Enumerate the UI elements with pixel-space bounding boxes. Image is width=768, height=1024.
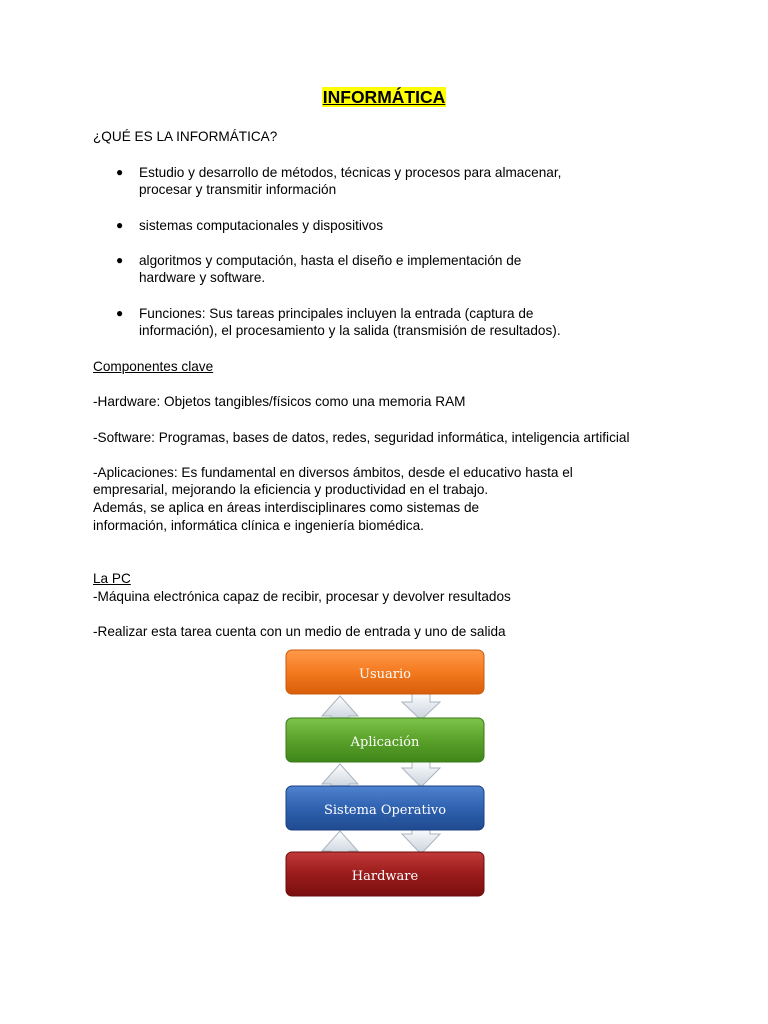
layer-sistema-operativo-label: Sistema Operativo bbox=[323, 803, 447, 818]
applications-line-2: empresarial, mejorando la eficiencia y productividad en el trabajo. bbox=[93, 482, 489, 497]
layer-hardware-label: Hardware bbox=[351, 869, 419, 884]
bullet-marker: ● bbox=[116, 165, 124, 179]
bullet-4-line-1: Funciones: Sus tareas principales incluyen la entrada (captura de bbox=[139, 306, 534, 321]
components-heading: Componentes clave bbox=[93, 359, 214, 374]
down-arrow-icon bbox=[402, 692, 440, 720]
bullet-marker: ● bbox=[116, 306, 124, 320]
down-arrow-icon bbox=[402, 827, 440, 854]
bullet-3-line-2: hardware y software. bbox=[139, 270, 266, 285]
hardware-line: -Hardware: Objetos tangibles/físicos como una memoria RAM bbox=[93, 394, 466, 409]
title-text: INFORMÁTICA bbox=[322, 87, 446, 107]
bullet-3-line-1: algoritmos y computación, hasta el diseño e implementación de bbox=[139, 253, 522, 268]
bullet-1-line-1: Estudio y desarrollo de métodos, técnicas y procesos para almacenar, bbox=[139, 165, 562, 180]
pc-line-2: -Realizar esta tarea cuenta con un medio de entrada y uno de salida bbox=[93, 624, 506, 639]
applications-line-3: Además, se aplica en áreas interdisciplinares como sistemas de bbox=[93, 500, 480, 515]
layer-usuario-label: Usuario bbox=[359, 667, 411, 682]
pc-line-1: -Máquina electrónica capaz de recibir, procesar y devolver resultados bbox=[93, 589, 511, 604]
up-arrow-icon bbox=[322, 696, 358, 720]
up-arrow-icon bbox=[322, 764, 358, 788]
bullet-marker: ● bbox=[116, 253, 124, 267]
pc-heading: La PC bbox=[93, 571, 131, 586]
down-arrow-icon bbox=[402, 760, 440, 787]
bullet-2-line-1: sistemas computacionales y dispositivos bbox=[139, 218, 384, 233]
question-heading: ¿QUÉ ES LA INFORMÁTICA? bbox=[93, 129, 278, 144]
page-title bbox=[0, 86, 768, 108]
bullet-4-line-2: información), el procesamiento y la salida (transmisión de resultados). bbox=[139, 323, 561, 338]
applications-line-1: -Aplicaciones: Es fundamental en diversos ámbitos, desde el educativo hasta el bbox=[93, 465, 573, 480]
software-line: -Software: Programas, bases de datos, redes, seguridad informática, inteligencia artificial bbox=[93, 430, 630, 445]
layer-aplicacion-label: Aplicación bbox=[350, 735, 420, 750]
up-arrow-icon bbox=[322, 831, 358, 855]
bullet-1-line-2: procesar y transmitir información bbox=[139, 182, 337, 197]
layers-diagram bbox=[270, 640, 500, 908]
layers-diagram-svg bbox=[270, 640, 500, 908]
bullet-marker: ● bbox=[116, 218, 124, 232]
applications-line-4: información, informática clínica e ingeniería biomédica. bbox=[93, 518, 424, 533]
